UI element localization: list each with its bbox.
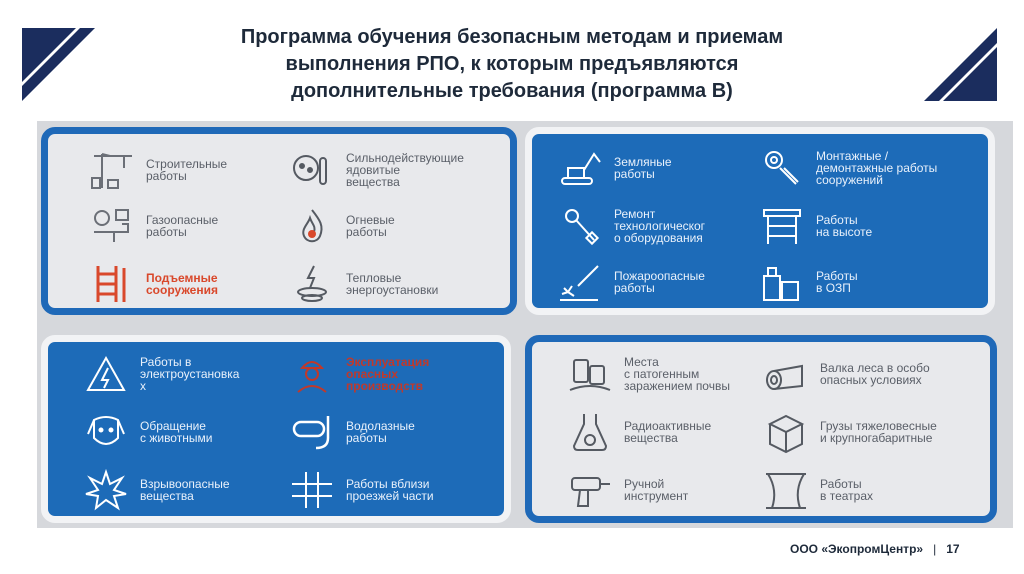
item-label: Газоопасные работы <box>146 213 219 239</box>
item-animals <box>82 410 212 454</box>
item-logging <box>762 352 930 396</box>
work-types-infographic <box>37 121 1013 528</box>
radioactive-flask-icon <box>566 410 614 454</box>
panel-top-left <box>41 127 517 315</box>
company-name: ООО «ЭкопромЦентр» <box>790 542 924 556</box>
item-toxic <box>288 148 464 192</box>
item-ozp <box>758 260 858 304</box>
page-number: 17 <box>946 542 960 556</box>
item-heavy-cargo <box>762 410 937 454</box>
title-line-3: дополнительные требования (программа В) <box>291 80 733 102</box>
item-pathogenic-soil <box>566 352 730 396</box>
item-label: Работы в электроустановка х <box>140 355 240 393</box>
item-label: Ручной инструмент <box>624 477 689 503</box>
item-label: Радиоактивные вещества <box>624 419 712 445</box>
item-hazardous-operation <box>288 352 429 396</box>
item-label: Работы в театрах <box>820 477 873 503</box>
item-height <box>758 204 872 248</box>
corner-triangle-left <box>22 28 95 101</box>
excavator-icon <box>556 146 604 190</box>
slide-title <box>150 24 874 105</box>
item-label: Монтажные / демонтажные работы сооружений <box>816 149 938 187</box>
footer-separator: | <box>933 542 937 556</box>
high-voltage-icon <box>82 352 130 396</box>
item-fire <box>288 204 395 248</box>
item-lifting <box>88 262 218 306</box>
fire-icon <box>288 204 336 248</box>
diving-mask-icon <box>288 410 336 454</box>
item-label: Обращение с животными <box>140 419 213 445</box>
corner-triangle-right <box>924 28 997 101</box>
item-fire-hazard <box>556 260 705 304</box>
item-label: Эксплуатация опасных производств <box>346 355 430 393</box>
drill-icon <box>566 468 614 512</box>
panel-bottom-left <box>41 335 511 523</box>
item-assembly <box>758 146 937 190</box>
item-earthworks <box>556 146 672 190</box>
dog-icon <box>82 410 130 454</box>
item-label: Подъемные сооружения <box>146 271 218 297</box>
item-thermal <box>288 262 438 306</box>
explosion-icon <box>82 468 130 512</box>
road-crossing-icon <box>288 468 336 512</box>
item-label: Места с патогенным заражением почвы <box>624 355 730 393</box>
thermal-power-icon <box>288 262 336 306</box>
item-label: Пожароопасные работы <box>614 269 705 295</box>
item-diving <box>288 410 415 454</box>
item-electrical <box>82 352 239 396</box>
scaffold-icon <box>758 204 806 248</box>
item-label: Тепловые энергоустановки <box>346 271 439 297</box>
panel-bottom-right <box>525 335 997 523</box>
welding-icon <box>556 260 604 304</box>
worker-icon <box>288 352 336 396</box>
item-repair <box>556 204 705 248</box>
item-label: Огневые работы <box>346 213 395 239</box>
log-icon <box>762 352 810 396</box>
slide-footer <box>790 542 960 556</box>
item-label: Ремонт технологическог о оборудования <box>614 207 706 245</box>
item-label: Работы вблизи проезжей части <box>346 477 434 503</box>
item-label: Сильнодействующие ядовитые вещества <box>346 151 464 189</box>
title-line-2: выполнения РПО, к которым предъявляются <box>285 53 739 75</box>
item-radioactive <box>566 410 711 454</box>
item-label: Работы на высоте <box>816 213 873 239</box>
item-construction <box>88 148 227 192</box>
item-hand-tools <box>566 468 688 512</box>
barrels-icon <box>566 352 614 396</box>
item-label: Взрывоопасные вещества <box>140 477 230 503</box>
item-gas <box>88 204 218 248</box>
containers-icon <box>758 260 806 304</box>
item-roadside <box>288 468 434 512</box>
gas-pipe-icon <box>88 204 136 248</box>
box-icon <box>762 410 810 454</box>
toxic-substances-icon <box>288 148 336 192</box>
crane-icon <box>88 148 136 192</box>
item-label: Строительные работы <box>146 157 228 183</box>
item-label: Валка леса в особо опасных условиях <box>820 361 930 387</box>
item-label: Водолазные работы <box>346 419 415 445</box>
repair-icon <box>556 204 604 248</box>
item-label: Работы в ОЗП <box>816 269 858 295</box>
item-label: Грузы тяжеловесные и крупногабаритные <box>820 419 937 445</box>
ladder-icon <box>88 262 136 306</box>
bolt-gear-icon <box>758 146 806 190</box>
panel-top-right <box>525 127 995 315</box>
item-theater <box>762 468 873 512</box>
item-label: Земляные работы <box>614 155 672 181</box>
item-explosives <box>82 468 230 512</box>
theater-curtain-icon <box>762 468 810 512</box>
title-line-1: Программа обучения безопасным методам и приемам <box>240 26 784 48</box>
